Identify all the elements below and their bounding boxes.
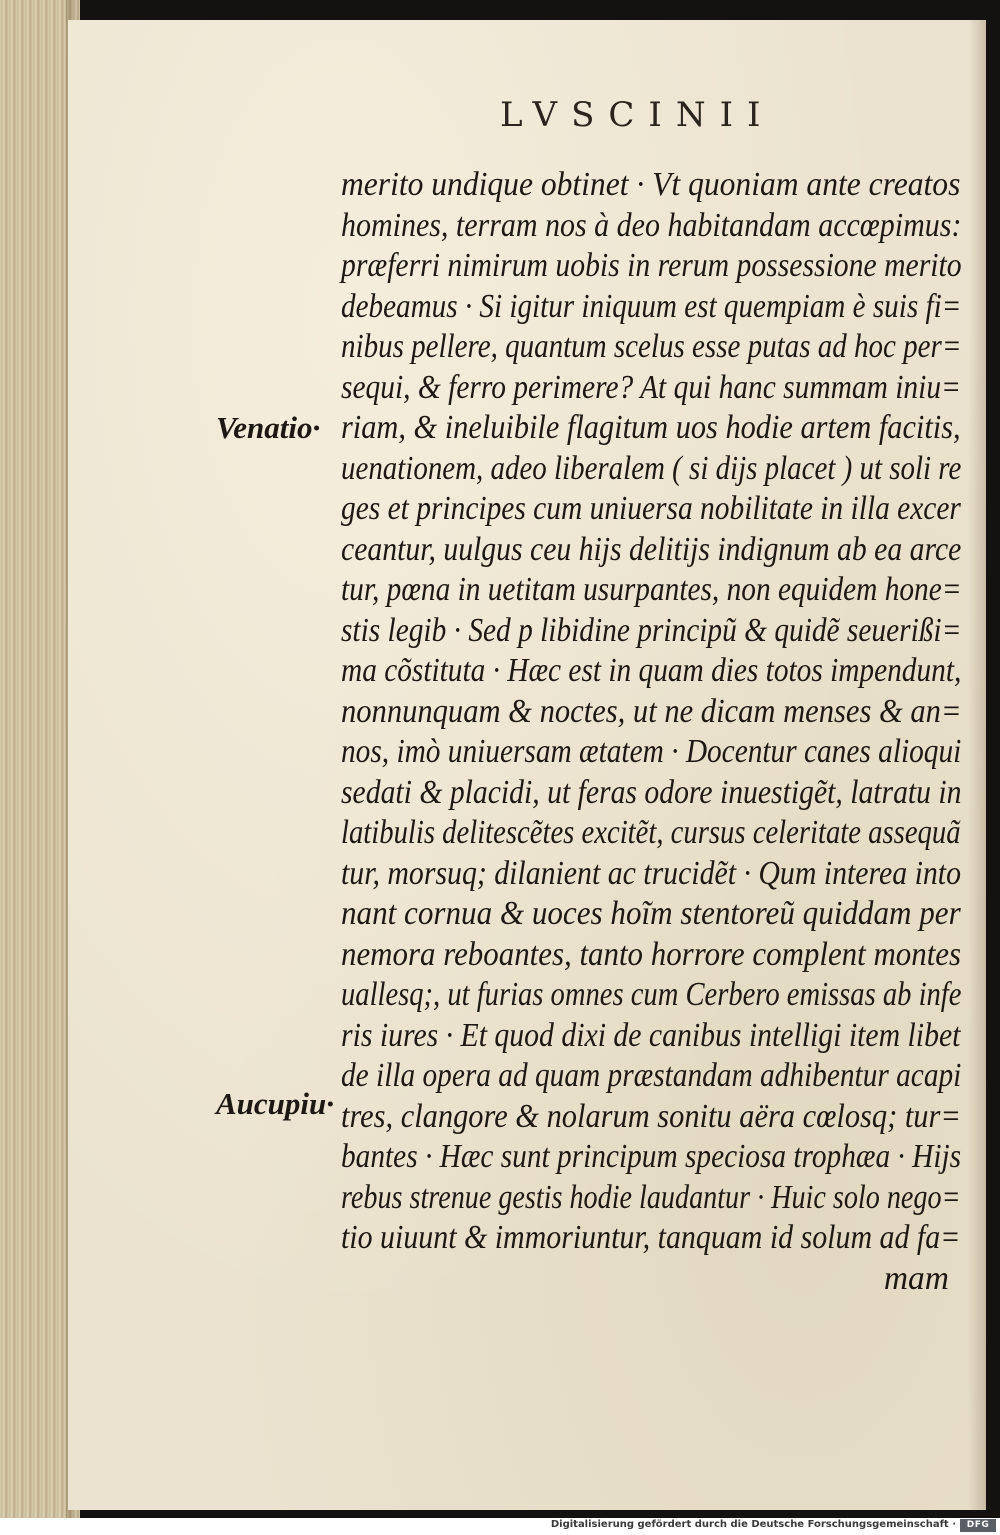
text-line: bantes · Hæc sunt principum speciosa trophæa · Hijs: [341, 1138, 962, 1175]
text-line: stis legib · Sed p libidine principũ & quidẽ seuerißi=: [341, 611, 962, 649]
text-line: de illa opera ad quam præstandam adhibentur acapi: [341, 1057, 962, 1094]
text-line: nonnunquam & noctes, ut ne dicam menses & an=: [341, 692, 962, 730]
text-line: ma cõstituta · Hæc est in quam dies totos impendunt,: [341, 652, 962, 689]
text-line: præferri nimirum uobis in rerum possessione merito: [341, 247, 962, 284]
text-line: riam, & ineluibile flagitum uos hodie artem facitis,: [341, 409, 961, 446]
text-line: uenationem, adeo liberalem ( si dijs placet ) ut soli re: [341, 449, 962, 487]
text-line: tres, clangore & nolarum sonitu aëra cœlosq; tur=: [341, 1097, 961, 1135]
text-line: latibulis delitescẽtes excitẽt, cursus celeritate assequã: [341, 814, 961, 851]
text-line: debeamus · Si igitur iniquum est quempiam è suis fi=: [341, 287, 962, 325]
funding-notice: Digitalisierung gefördert durch die Deutsche Forschungsgemeinschaft ·: [550, 1519, 956, 1530]
catchword: mam: [883, 1259, 949, 1297]
text-line: sequi, & ferro perimere? At qui hanc summam iniu=: [341, 368, 961, 406]
margin-note-venatio: Venatio·: [216, 410, 321, 445]
text-line: nos, imò uniuersam ætatem · Docentur canes alioqui: [341, 733, 962, 770]
text-line: nibus pellere, quantum scelus esse putas ad hoc per=: [341, 328, 962, 365]
text-block: [341, 165, 961, 1299]
text-line: rebus strenue gestis hodie laudantur · Huic solo nego=: [341, 1178, 961, 1216]
text-line: homines, terram nos à deo habitandam accœpimus:: [341, 206, 962, 244]
text-line: tio uiuunt & immoriuntur, tanquam id solum ad fa=: [341, 1219, 961, 1256]
text-line: nant cornua & uoces hoĩm stentoreũ quiddam per: [341, 895, 961, 932]
text-line: tur, morsuq; dilanient ac trucidẽt · Qum interea into: [341, 854, 961, 892]
page-shadow: [968, 20, 986, 1510]
text-line: merito undique obtinet · Vt quoniam ante creatos: [341, 166, 961, 203]
margin-note-aucupium: Aucupiu·: [216, 1086, 335, 1121]
footer-bar: [0, 1518, 1000, 1535]
text-line: tur, pœna in uetitam usurpantes, non equidem hone=: [341, 571, 962, 608]
text-line: uallesq;, ut furias omnes cum Cerbero emissas ab infe: [341, 976, 962, 1013]
text-line: nemora reboantes, tanto horrore complent montes: [341, 935, 962, 973]
text-line: ceantur, uulgus ceu hijs delitijs indignum ab ea arce: [341, 530, 962, 568]
text-line: sedati & placidi, ut feras odore inuestigẽt, latratu in: [341, 773, 962, 811]
text-line: ges et principes cum uniuersa nobilitate in illa excer: [341, 490, 961, 527]
dfg-logo: DFG: [960, 1519, 996, 1532]
running-head: LVSCINII: [500, 95, 775, 135]
text-line: ris iures · Et quod dixi de canibus intelligi item libet: [341, 1016, 961, 1054]
